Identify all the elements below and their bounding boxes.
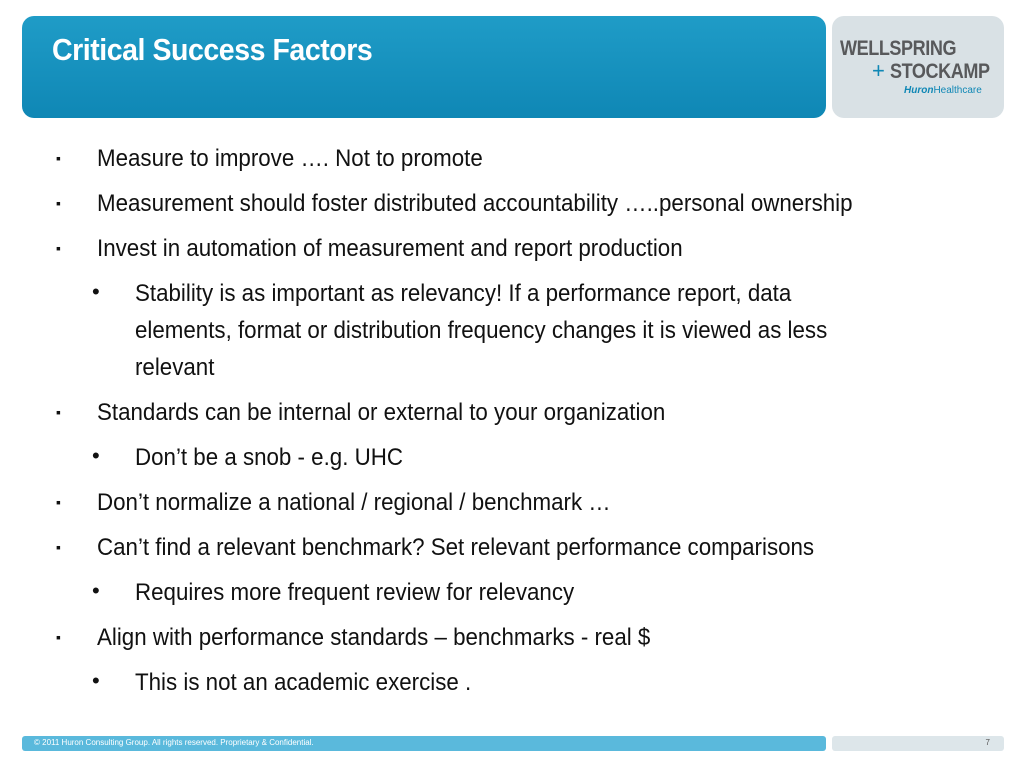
bullet-text: Can’t find a relevant benchmark? Set relevant performance comparisons: [97, 534, 815, 561]
bullet-text: Measurement should foster distributed accountability …..personal ownership: [97, 190, 853, 217]
logo-huron: Huron: [904, 85, 934, 96]
page-number-box: [832, 736, 1004, 751]
square-bullet-icon: ▪: [56, 494, 61, 510]
square-bullet-icon: ▪: [56, 150, 61, 166]
square-bullet-icon: ▪: [56, 195, 61, 211]
sub-bullet-icon: •: [92, 443, 100, 468]
company-logo: [832, 16, 1004, 118]
sub-bullet-text: Stability is as important as relevancy! If a performance report, data: [135, 280, 792, 307]
sub-bullet-text: Requires more frequent review for relevancy: [135, 579, 575, 606]
logo-stockamp: STOCKAMP: [890, 60, 990, 83]
logo-huron-healthcare: [904, 85, 982, 96]
sub-bullet-text: relevant: [135, 354, 215, 381]
square-bullet-icon: ▪: [56, 404, 61, 420]
slide-title: Critical Success Factors: [52, 32, 373, 67]
sub-bullet-text: This is not an academic exercise .: [135, 669, 472, 696]
sub-bullet-icon: •: [92, 279, 100, 304]
sub-bullet-icon: •: [92, 578, 100, 603]
square-bullet-icon: ▪: [56, 539, 61, 555]
bullet-text: Invest in automation of measurement and report production: [97, 235, 683, 262]
bullet-text: Standards can be internal or external to your organization: [97, 399, 666, 426]
square-bullet-icon: ▪: [56, 240, 61, 256]
sub-bullet-text: elements, format or distribution frequency changes it is viewed as less: [135, 317, 828, 344]
logo-plus-icon: +: [872, 58, 885, 83]
logo-wellspring: WELLSPRING: [840, 37, 957, 60]
logo-healthcare: Healthcare: [933, 85, 982, 96]
square-bullet-icon: ▪: [56, 629, 61, 645]
sub-bullet-text: Don’t be a snob - e.g. UHC: [135, 444, 403, 471]
sub-bullet-icon: •: [92, 668, 100, 693]
title-banner: [22, 16, 826, 118]
page-number: 7: [985, 738, 990, 747]
bullet-text: Align with performance standards – benchmarks - real $: [97, 624, 651, 651]
footer-bar: [22, 736, 826, 751]
bullet-text: Measure to improve …. Not to promote: [97, 145, 483, 172]
bullet-text: Don’t normalize a national / regional / benchmark …: [97, 489, 611, 516]
copyright-notice: © 2011 Huron Consulting Group. All rights reserved. Proprietary & Confidential.: [34, 738, 314, 747]
